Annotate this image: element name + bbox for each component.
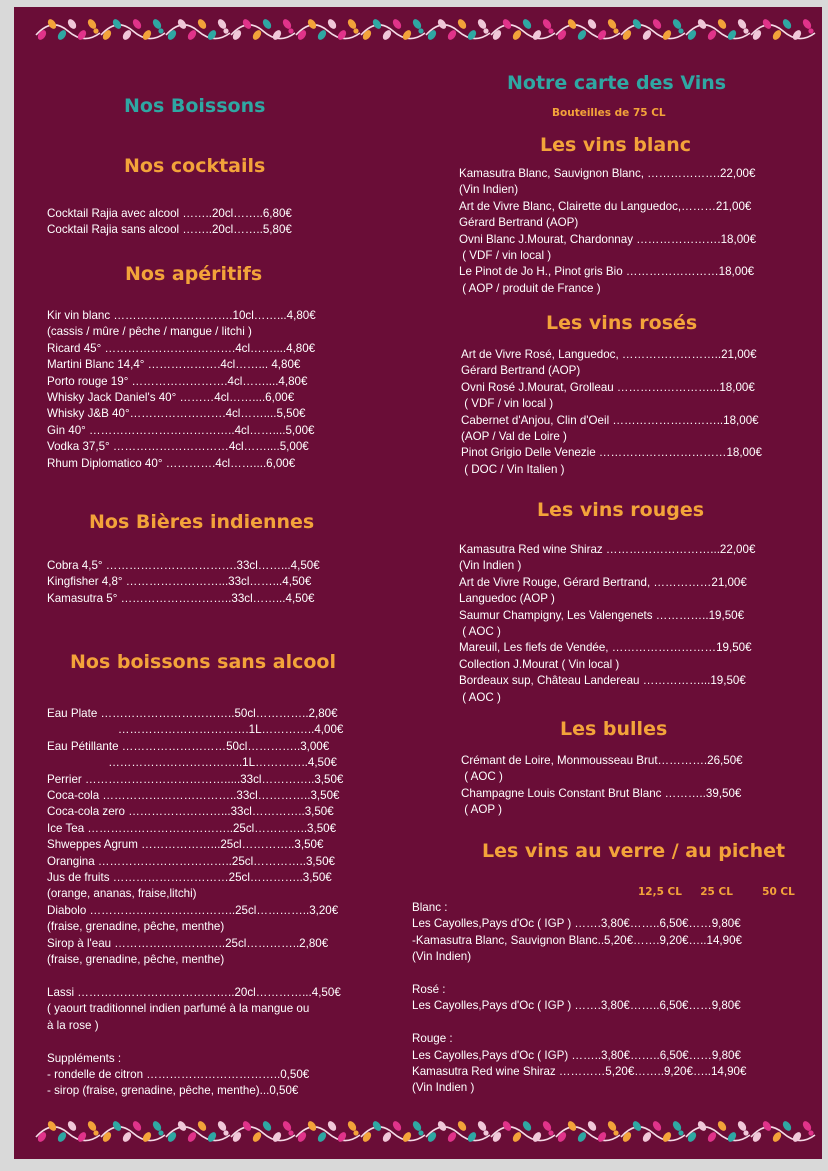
rose-wines-title: Les vins rosés <box>546 312 698 334</box>
menu-line: Shweppes Agrum ………………...25cl…………..3,50€ <box>47 838 324 852</box>
menu-line: Perrier ……………………………….....33cl…………..3,50€ <box>47 772 344 786</box>
cocktails-title: Nos cocktails <box>124 155 266 177</box>
menu-line: à la rose ) <box>47 1018 99 1032</box>
menu-line: Art de Vivre Rosé, Languedoc, ……………………..21,00€ <box>461 348 757 361</box>
menu-line: Pinot Grigio Delle Venezie ……………………………18,00€ <box>461 446 762 460</box>
menu-line: Sirop à l'eau ………………………..25cl…………..2,80€ <box>47 936 329 950</box>
menu-line: Cabernet d'Anjou, Clin d'Oeil ………………………..18,00€ <box>461 413 759 427</box>
menu-line: ( VDF / vin local ) <box>459 249 552 263</box>
menu-line: Rhum Diplomatico 40° ………….4cl……....6,00€ <box>47 456 296 470</box>
menu-line: Les Cayolles,Pays d'Oc ( IGP ) …….3,80€……..6,50€……9,80€ <box>412 917 741 931</box>
menu-line: Saumur Champigny, Les Valengenets …………..19,50€ <box>459 608 745 622</box>
menu-line: ( AOP ) <box>461 803 503 817</box>
menu-line <box>47 969 343 985</box>
sparkling-list <box>461 753 743 819</box>
menu-line: Les Cayolles,Pays d'Oc ( IGP ) …….3,80€……..6,50€……9,80€ <box>412 999 741 1013</box>
menu-line: ( VDF / vin local ) <box>461 397 554 411</box>
red-wines-list <box>459 542 755 706</box>
glass-wines-title: Les vins au verre / au pichet <box>482 840 786 862</box>
menu-line: Les Cayolles,Pays d'Oc ( IGP) ……..3,80€……..6,50€……9,80€ <box>412 1048 741 1062</box>
menu-line: Bordeaux sup, Château Landereau ……………...19,50€ <box>459 674 746 688</box>
menu-line: Champagne Louis Constant Brut Blanc ………..39,50€ <box>461 786 742 800</box>
menu-line: Collection J.Mourat ( Vin local ) <box>459 657 620 671</box>
menu-line: Languedoc (AOP ) <box>459 592 555 606</box>
menu-line: Art de Vivre Rouge, Gérard Bertrand, ……………21,00€ <box>459 575 747 589</box>
menu-line: Ovni Rosé J.Mourat, Grolleau ……………………...18,00€ <box>461 380 755 394</box>
menu-line: (orange, ananas, fraise,litchi) <box>47 887 197 901</box>
menu-line: Kamasutra 5° ………………………..33cl……...4,50€ <box>47 591 315 605</box>
menu-line: Diabolo ………………………………..25cl…………..3,20€ <box>47 903 339 917</box>
menu-line: Kir vin blanc ………………………….10cl……...4,80€ <box>47 309 316 322</box>
menu-line: (Vin Indien ) <box>459 559 522 573</box>
menu-line: - rondelle de citron ……………………………..0,50€ <box>47 1067 310 1081</box>
menu-line: (Vin Indien ) <box>412 1081 475 1095</box>
bottom-floral-garland <box>14 1113 822 1157</box>
menu-line: Cocktail Rajia avec alcool ……..20cl……..6,80€ <box>47 207 292 220</box>
menu-line <box>47 1034 343 1050</box>
menu-line: ( AOC ) <box>459 690 501 704</box>
menu-line: Whisky J&B 40°…………………….4cl……....5,50€ <box>47 407 306 421</box>
menu-line: (cassis / mûre / pêche / mangue / litchi ) <box>47 325 252 339</box>
menu-line: ( yaourt traditionnel indien parfumé à la mangue ou <box>47 1002 310 1016</box>
menu-line: Mareuil, Les fiefs de Vendée, ………………………19,50€ <box>459 641 752 655</box>
menu-line: Eau Pétillante ………………………50cl…………..3,00€ <box>47 739 330 753</box>
menu-line: Ovni Blanc J.Mourat, Chardonnay ………………….18,00€ <box>459 232 757 246</box>
menu-line: Crémant de Loire, Monmousseau Brut………….26,50€ <box>461 754 743 767</box>
menu-line: Cobra 4,5° …………………………….33cl……...4,50€ <box>47 559 320 572</box>
drinks-heading: Nos Boissons <box>124 95 266 117</box>
soft-drinks-title: Nos boissons sans alcool <box>70 651 336 673</box>
menu-line: Whisky Jack Daniel's 40° ………4cl……....6,00€ <box>47 391 295 405</box>
white-wines-list <box>459 166 756 297</box>
soft-drinks-list <box>47 706 343 1100</box>
menu-line: ……………………………..1L…………..4,50€ <box>47 756 337 770</box>
menu-line: ( AOC ) <box>461 770 503 784</box>
menu-line: ( AOC ) <box>459 625 501 639</box>
white-wines-title: Les vins blanc <box>540 134 691 156</box>
menu-line: Gin 40° ………………………………..4cl……....5,00€ <box>47 423 315 437</box>
bottle-size-note: Bouteilles de 75 CL <box>552 107 666 119</box>
menu-line: -Kamasutra Blanc, Sauvignon Blanc..5,20€…….9,20€…..14,90€ <box>412 933 742 947</box>
menu-line: Le Pinot de Jo H., Pinot gris Bio ……………………18,00€ <box>459 265 755 279</box>
menu-line: Coca-cola zero ……………………...33cl…………..3,50€ <box>47 805 334 819</box>
red-wines-title: Les vins rouges <box>537 499 705 521</box>
glass-wines-list <box>412 900 746 1097</box>
menu-line: ( AOP / produit de France ) <box>459 281 601 295</box>
menu-line <box>412 1015 746 1031</box>
menu-line: Kamasutra Red wine Shiraz …………5,20€……..9,20€…..14,90€ <box>412 1065 747 1079</box>
menu-line: Vodka 37,5° …………………………4cl……....5,00€ <box>47 440 309 454</box>
menu-line <box>412 966 746 982</box>
glass-sizes-header: 12,5 CL 25 CL 50 CL <box>638 886 795 898</box>
menu-line: (Vin Indien) <box>459 183 519 197</box>
menu-line: Kamasutra Blanc, Sauvignon Blanc, ……………….22,00€ <box>459 167 756 180</box>
menu-line: ( DOC / Vin Italien ) <box>461 462 565 476</box>
menu-line: (AOP / Val de Loire ) <box>461 430 567 444</box>
menu-line: Suppléments : <box>47 1051 122 1065</box>
top-floral-garland <box>14 11 822 55</box>
menu-line: Kamasutra Red wine Shiraz ………………………...22,00€ <box>459 543 756 556</box>
menu-line: Gérard Bertrand (AOP) <box>461 364 581 378</box>
sparkling-title: Les bulles <box>560 718 668 740</box>
menu-line: Orangina ……………………………..25cl…………..3,50€ <box>47 854 335 868</box>
menu-line: Eau Plate ……………………………..50cl…………..2,80€ <box>47 707 338 720</box>
menu-line: Coca-cola ……………………………..33cl…………..3,50€ <box>47 789 340 803</box>
menu-line: Jus de fruits …………………………25cl…………..3,50€ <box>47 871 332 885</box>
menu-line: (fraise, grenadine, pêche, menthe) <box>47 953 225 967</box>
menu-line: Kingfisher 4,8° ……………………...33cl……...4,50€ <box>47 575 312 589</box>
menu-line: Ricard 45° …………………………….4cl……....4,80€ <box>47 341 316 355</box>
aperitifs-title: Nos apéritifs <box>125 263 263 285</box>
menu-line: Ice Tea ………………………………..25cl…………..3,50€ <box>47 821 337 835</box>
menu-line: Martini Blanc 14,4° ……………….4cl……... 4,80€ <box>47 358 301 372</box>
aperitifs-list <box>47 308 316 472</box>
menu-line: - sirop (fraise, grenadine, pêche, menthe)...0,50€ <box>47 1084 299 1098</box>
menu-line: Porto rouge 19° …………………….4cl……....4,80€ <box>47 374 308 388</box>
menu-line: (fraise, grenadine, pêche, menthe) <box>47 920 225 934</box>
menu-line: Rosé : <box>412 983 446 997</box>
rose-wines-list <box>461 347 762 478</box>
menu-line: Cocktail Rajia sans alcool ……..20cl……..5,80€ <box>47 223 292 237</box>
menu-page <box>14 7 822 1159</box>
beers-list <box>47 558 320 607</box>
beers-title: Nos Bières indiennes <box>89 511 315 533</box>
menu-line: Gérard Bertrand (AOP) <box>459 216 579 230</box>
menu-line: …………………………….1L…………..4,00€ <box>47 723 344 737</box>
menu-line: Rouge : <box>412 1032 453 1046</box>
menu-line: Blanc : <box>412 901 448 914</box>
menu-line: (Vin Indien) <box>412 950 472 964</box>
wine-heading: Notre carte des Vins <box>507 72 727 94</box>
menu-line: Art de Vivre Blanc, Clairette du Languedoc,………21,00€ <box>459 199 752 213</box>
menu-line: Lassi …………………………………..20cl…………...4,50€ <box>47 985 341 999</box>
cocktails-list <box>47 206 292 239</box>
